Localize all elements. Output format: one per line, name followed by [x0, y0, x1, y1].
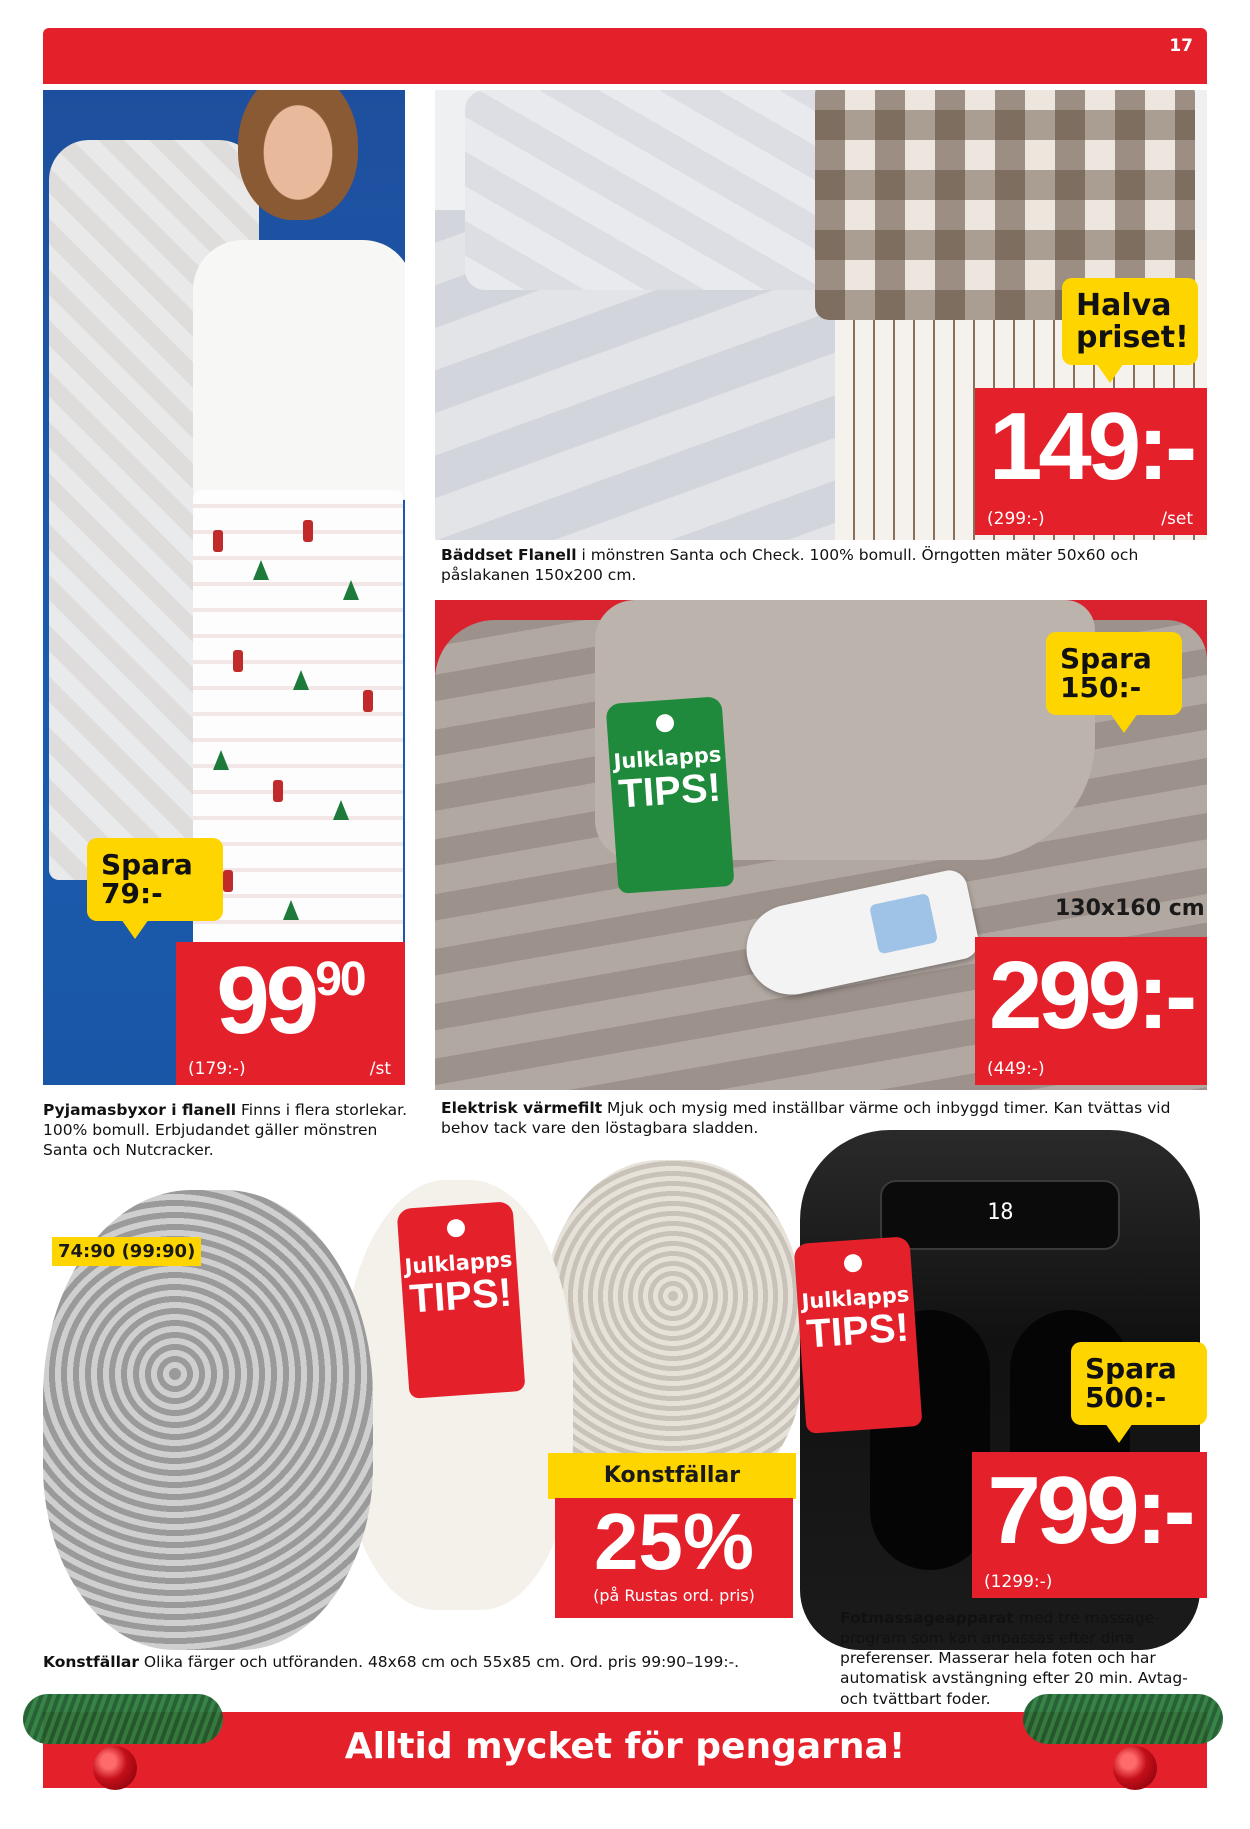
- fur-rug-image: [543, 1160, 803, 1500]
- rugs-gift-tip-tag: [397, 1201, 526, 1399]
- top-banner: [43, 28, 1207, 84]
- pajama-price-cents: 90: [315, 953, 365, 1006]
- foot-massager-savings-bubble: Spara 500:-: [1071, 1342, 1207, 1425]
- rugs-discount: 25%: [593, 1497, 755, 1586]
- gnome-pillow-image: [465, 90, 845, 290]
- massager-display: 18: [987, 1200, 1014, 1225]
- blanket-tag-big-text: TIPS!: [617, 765, 723, 817]
- foot-massager-text: med tre massage-program som kan anpassas efter dina preferenser. Masserar hela foten och har automatisk avstängning efter 20 min. Avtag- och tvättbart foder.: [840, 1609, 1188, 1708]
- bedding-description: [441, 545, 1161, 585]
- bedding-price: 149:-: [988, 393, 1194, 500]
- rugs-tag-big-text: TIPS!: [408, 1270, 514, 1322]
- blanket-old-price: (449:-): [987, 1059, 1045, 1079]
- pajama-price-whole: 99: [216, 947, 316, 1054]
- foot-massager-price-box: [972, 1452, 1207, 1598]
- footer-slogan: Alltid mycket för pengarna!: [344, 1726, 906, 1767]
- rugs-banner: Konstfällar: [548, 1453, 796, 1499]
- model-head-image: [238, 90, 358, 220]
- rugs-discount-box: [555, 1498, 793, 1618]
- foot-tag-small-text: Julklapps: [800, 1282, 911, 1314]
- bedding-text: i mönstren Santa och Check. 100% bomull. Örngotten mäter 50x60 och påslakanen 150x200 cm.: [441, 546, 1139, 585]
- pajama-price-unit: /st: [369, 1059, 391, 1079]
- foot-massager-price: 799:-: [987, 1457, 1192, 1564]
- blanket-text: Mjuk och mysig med inställbar värme och inbyggd timer. Kan tvättas vid behov tack vare den löstagbara sladden.: [441, 1099, 1171, 1138]
- foot-massager-gift-tip-tag: [794, 1236, 923, 1434]
- foot-massager-title: Fotmassageapparat: [840, 1609, 1014, 1627]
- pajama-price: [176, 946, 405, 1056]
- pajama-savings-bubble: Spara 79:-: [87, 838, 223, 921]
- model-shirt-image: [193, 240, 405, 500]
- blanket-size-label: 130x160 cm: [1055, 896, 1205, 921]
- foot-tag-big-text: TIPS!: [805, 1305, 911, 1357]
- footer-banner: [43, 1712, 1207, 1788]
- pajama-price-box: [176, 942, 405, 1085]
- bedding-half-price-bubble: Halva priset!: [1062, 278, 1198, 365]
- rugs-price-chip: 74:90 (99:90): [52, 1237, 201, 1266]
- page-number: 17: [1169, 36, 1193, 56]
- pajama-photo: [43, 90, 405, 1085]
- foot-massager-old-price: (1299:-): [984, 1572, 1053, 1592]
- blanket-gift-tip-tag: [606, 696, 735, 894]
- bedding-price-unit: /set: [1161, 509, 1193, 529]
- rugs-discount-note: (på Rustas ord. pris): [593, 1586, 755, 1605]
- bedding-price-box: [975, 388, 1207, 535]
- blanket-title: Elektrisk värmefilt: [441, 1099, 603, 1117]
- blanket-savings-bubble: Spara 150:-: [1046, 632, 1182, 715]
- bedding-title: Bäddset Flanell: [441, 546, 577, 564]
- bedding-old-price: (299:-): [987, 509, 1045, 529]
- pajama-text: Finns i flera storlekar. 100% bomull. Erbjudandet gäller mönstren Santa och Nutcracker.: [43, 1101, 408, 1160]
- blanket-tag-small-text: Julklapps: [612, 742, 723, 774]
- blanket-price: 299:-: [988, 942, 1194, 1049]
- massager-control-panel: [880, 1180, 1120, 1250]
- rugs-text: Olika färger och utföranden. 48x68 cm och 55x85 cm. Ord. pris 99:90–199:-.: [139, 1653, 740, 1671]
- rugs-title: Konstfällar: [43, 1653, 139, 1671]
- pajama-title: Pyjamasbyxor i flanell: [43, 1101, 237, 1119]
- pajama-old-price: (179:-): [188, 1059, 246, 1079]
- pajama-description: [43, 1100, 408, 1160]
- rugs-description: [43, 1652, 803, 1672]
- rugs-tag-small-text: Julklapps: [403, 1247, 514, 1279]
- controller-display-icon: [869, 893, 938, 954]
- blanket-price-box: [975, 937, 1207, 1085]
